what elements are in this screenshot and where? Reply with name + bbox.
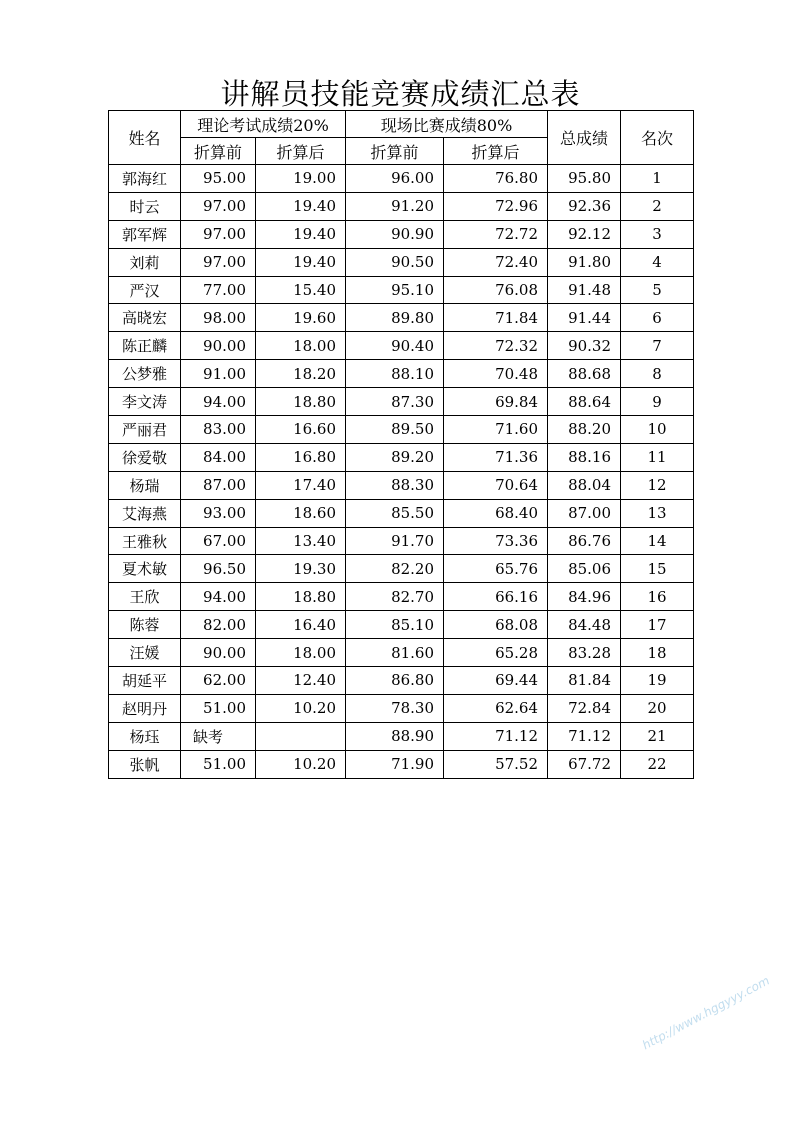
cell-theory-before: 82.00 [181, 611, 256, 639]
cell-field-before: 91.20 [346, 192, 444, 220]
cell-rank: 18 [621, 639, 694, 667]
cell-field-before: 82.20 [346, 555, 444, 583]
cell-field-before: 86.80 [346, 667, 444, 695]
cell-theory-before: 97.00 [181, 192, 256, 220]
cell-rank: 7 [621, 332, 694, 360]
cell-rank: 2 [621, 192, 694, 220]
table-row [109, 639, 694, 667]
score-summary-table [108, 110, 694, 779]
cell-field-before: 71.90 [346, 750, 444, 778]
cell-name: 杨珏 [109, 722, 181, 750]
cell-field-after: 57.52 [444, 750, 548, 778]
header-field: 现场比赛成绩80% [346, 111, 548, 138]
table-row [109, 304, 694, 332]
cell-field-after: 70.64 [444, 471, 548, 499]
cell-total: 90.32 [548, 332, 621, 360]
cell-total: 88.64 [548, 388, 621, 416]
table-row [109, 555, 694, 583]
cell-field-before: 90.50 [346, 248, 444, 276]
cell-field-after: 68.40 [444, 499, 548, 527]
cell-name: 胡延平 [109, 667, 181, 695]
cell-theory-after: 18.80 [256, 583, 346, 611]
cell-theory-before: 93.00 [181, 499, 256, 527]
cell-total: 91.48 [548, 276, 621, 304]
cell-field-after: 71.12 [444, 722, 548, 750]
cell-field-before: 85.50 [346, 499, 444, 527]
page-title: 讲解员技能竞赛成绩汇总表 [220, 77, 581, 111]
cell-total: 92.36 [548, 192, 621, 220]
cell-theory-before: 96.50 [181, 555, 256, 583]
header-name: 姓名 [109, 111, 181, 165]
table-row [109, 332, 694, 360]
cell-theory-before: 94.00 [181, 388, 256, 416]
cell-total: 88.04 [548, 471, 621, 499]
cell-total: 88.16 [548, 443, 621, 471]
cell-total: 86.76 [548, 527, 621, 555]
cell-name: 王欣 [109, 583, 181, 611]
cell-field-before: 88.30 [346, 471, 444, 499]
cell-field-after: 72.96 [444, 192, 548, 220]
cell-rank: 19 [621, 667, 694, 695]
cell-rank: 11 [621, 443, 694, 471]
cell-name: 公梦雅 [109, 360, 181, 388]
table-row [109, 611, 694, 639]
cell-theory-after: 16.80 [256, 443, 346, 471]
cell-theory-before: 98.00 [181, 304, 256, 332]
cell-theory-before: 90.00 [181, 332, 256, 360]
table-row [109, 248, 694, 276]
header-field-after: 折算后 [444, 138, 548, 165]
cell-theory-before: 77.00 [181, 276, 256, 304]
cell-theory-after [256, 722, 346, 750]
table-row [109, 220, 694, 248]
table-row [109, 667, 694, 695]
cell-field-before: 96.00 [346, 165, 444, 193]
cell-name: 杨瑞 [109, 471, 181, 499]
cell-theory-after: 13.40 [256, 527, 346, 555]
cell-theory-before: 51.00 [181, 750, 256, 778]
cell-name: 王雅秋 [109, 527, 181, 555]
cell-total: 71.12 [548, 722, 621, 750]
cell-rank: 15 [621, 555, 694, 583]
cell-theory-after: 19.60 [256, 304, 346, 332]
cell-field-after: 69.44 [444, 667, 548, 695]
cell-total: 87.00 [548, 499, 621, 527]
cell-theory-before: 97.00 [181, 248, 256, 276]
cell-field-after: 72.40 [444, 248, 548, 276]
cell-field-after: 65.76 [444, 555, 548, 583]
cell-total: 91.80 [548, 248, 621, 276]
cell-name: 高晓宏 [109, 304, 181, 332]
cell-total: 85.06 [548, 555, 621, 583]
cell-field-before: 89.80 [346, 304, 444, 332]
cell-rank: 10 [621, 416, 694, 444]
cell-theory-after: 10.20 [256, 750, 346, 778]
cell-rank: 6 [621, 304, 694, 332]
cell-theory-after: 19.30 [256, 555, 346, 583]
cell-rank: 4 [621, 248, 694, 276]
cell-field-before: 91.70 [346, 527, 444, 555]
cell-field-before: 88.10 [346, 360, 444, 388]
cell-name: 陈蓉 [109, 611, 181, 639]
table-row [109, 388, 694, 416]
cell-rank: 12 [621, 471, 694, 499]
cell-field-before: 89.20 [346, 443, 444, 471]
cell-theory-before: 91.00 [181, 360, 256, 388]
cell-field-before: 88.90 [346, 722, 444, 750]
cell-rank: 1 [621, 165, 694, 193]
cell-theory-after: 16.40 [256, 611, 346, 639]
cell-total: 91.44 [548, 304, 621, 332]
cell-total: 88.20 [548, 416, 621, 444]
cell-theory-after: 12.40 [256, 667, 346, 695]
header-rank: 名次 [621, 111, 694, 165]
header-field-before: 折算前 [346, 138, 444, 165]
cell-field-after: 66.16 [444, 583, 548, 611]
cell-name: 徐爱敬 [109, 443, 181, 471]
cell-total: 84.96 [548, 583, 621, 611]
cell-theory-after: 18.00 [256, 332, 346, 360]
table-row [109, 694, 694, 722]
cell-name: 张帆 [109, 750, 181, 778]
cell-theory-after: 18.20 [256, 360, 346, 388]
cell-rank: 16 [621, 583, 694, 611]
cell-rank: 8 [621, 360, 694, 388]
cell-total: 92.12 [548, 220, 621, 248]
cell-rank: 5 [621, 276, 694, 304]
cell-name: 郭军辉 [109, 220, 181, 248]
table-row [109, 583, 694, 611]
cell-field-after: 71.36 [444, 443, 548, 471]
cell-theory-after: 17.40 [256, 471, 346, 499]
cell-theory-before: 84.00 [181, 443, 256, 471]
cell-name: 夏术敏 [109, 555, 181, 583]
cell-field-after: 71.84 [444, 304, 548, 332]
cell-theory-before: 94.00 [181, 583, 256, 611]
cell-theory-before: 51.00 [181, 694, 256, 722]
cell-total: 81.84 [548, 667, 621, 695]
table-row [109, 276, 694, 304]
cell-theory-after: 18.60 [256, 499, 346, 527]
header-theory-before: 折算前 [181, 138, 256, 165]
cell-theory-before: 90.00 [181, 639, 256, 667]
watermark: http://www.hggyyy.com [640, 973, 772, 1053]
cell-rank: 13 [621, 499, 694, 527]
table-row [109, 527, 694, 555]
cell-name: 汪媛 [109, 639, 181, 667]
cell-rank: 9 [621, 388, 694, 416]
table-row [109, 471, 694, 499]
cell-total: 84.48 [548, 611, 621, 639]
table-row [109, 165, 694, 193]
cell-theory-before: 95.00 [181, 165, 256, 193]
cell-field-after: 69.84 [444, 388, 548, 416]
header-theory-after: 折算后 [256, 138, 346, 165]
cell-rank: 3 [621, 220, 694, 248]
cell-name: 艾海燕 [109, 499, 181, 527]
cell-theory-after: 18.00 [256, 639, 346, 667]
cell-theory-after: 16.60 [256, 416, 346, 444]
cell-name: 陈正麟 [109, 332, 181, 360]
cell-field-before: 82.70 [346, 583, 444, 611]
table-row [109, 443, 694, 471]
header-theory: 理论考试成绩20% [181, 111, 346, 138]
table-row [109, 499, 694, 527]
cell-field-after: 73.36 [444, 527, 548, 555]
cell-rank: 14 [621, 527, 694, 555]
table-row [109, 722, 694, 750]
cell-name: 严汉 [109, 276, 181, 304]
table-row [109, 750, 694, 778]
cell-field-after: 70.48 [444, 360, 548, 388]
cell-field-after: 76.80 [444, 165, 548, 193]
cell-field-after: 76.08 [444, 276, 548, 304]
cell-field-before: 90.90 [346, 220, 444, 248]
cell-theory-before: 62.00 [181, 667, 256, 695]
cell-field-before: 89.50 [346, 416, 444, 444]
cell-theory-after: 19.00 [256, 165, 346, 193]
cell-rank: 22 [621, 750, 694, 778]
cell-theory-after: 10.20 [256, 694, 346, 722]
cell-field-after: 71.60 [444, 416, 548, 444]
cell-name: 刘莉 [109, 248, 181, 276]
header-total: 总成绩 [548, 111, 621, 165]
cell-theory-before: 83.00 [181, 416, 256, 444]
cell-rank: 21 [621, 722, 694, 750]
cell-theory-after: 18.80 [256, 388, 346, 416]
cell-theory-before: 缺考 [181, 722, 256, 750]
table-row [109, 192, 694, 220]
cell-name: 时云 [109, 192, 181, 220]
cell-total: 67.72 [548, 750, 621, 778]
table-row [109, 360, 694, 388]
cell-total: 88.68 [548, 360, 621, 388]
cell-theory-before: 87.00 [181, 471, 256, 499]
header-row-top [109, 111, 694, 138]
cell-theory-before: 97.00 [181, 220, 256, 248]
cell-name: 郭海红 [109, 165, 181, 193]
cell-field-after: 72.72 [444, 220, 548, 248]
cell-field-after: 72.32 [444, 332, 548, 360]
cell-rank: 20 [621, 694, 694, 722]
table-row [109, 416, 694, 444]
table-body [109, 165, 694, 779]
cell-field-before: 87.30 [346, 388, 444, 416]
cell-field-before: 95.10 [346, 276, 444, 304]
cell-field-after: 68.08 [444, 611, 548, 639]
cell-name: 严丽君 [109, 416, 181, 444]
cell-total: 95.80 [548, 165, 621, 193]
cell-field-before: 78.30 [346, 694, 444, 722]
cell-rank: 17 [621, 611, 694, 639]
cell-theory-after: 19.40 [256, 192, 346, 220]
cell-theory-after: 19.40 [256, 248, 346, 276]
cell-field-before: 85.10 [346, 611, 444, 639]
cell-theory-after: 15.40 [256, 276, 346, 304]
cell-total: 72.84 [548, 694, 621, 722]
cell-theory-before: 67.00 [181, 527, 256, 555]
cell-theory-after: 19.40 [256, 220, 346, 248]
cell-field-before: 81.60 [346, 639, 444, 667]
cell-name: 李文涛 [109, 388, 181, 416]
cell-total: 83.28 [548, 639, 621, 667]
cell-field-after: 65.28 [444, 639, 548, 667]
cell-field-before: 90.40 [346, 332, 444, 360]
cell-name: 赵明丹 [109, 694, 181, 722]
cell-field-after: 62.64 [444, 694, 548, 722]
